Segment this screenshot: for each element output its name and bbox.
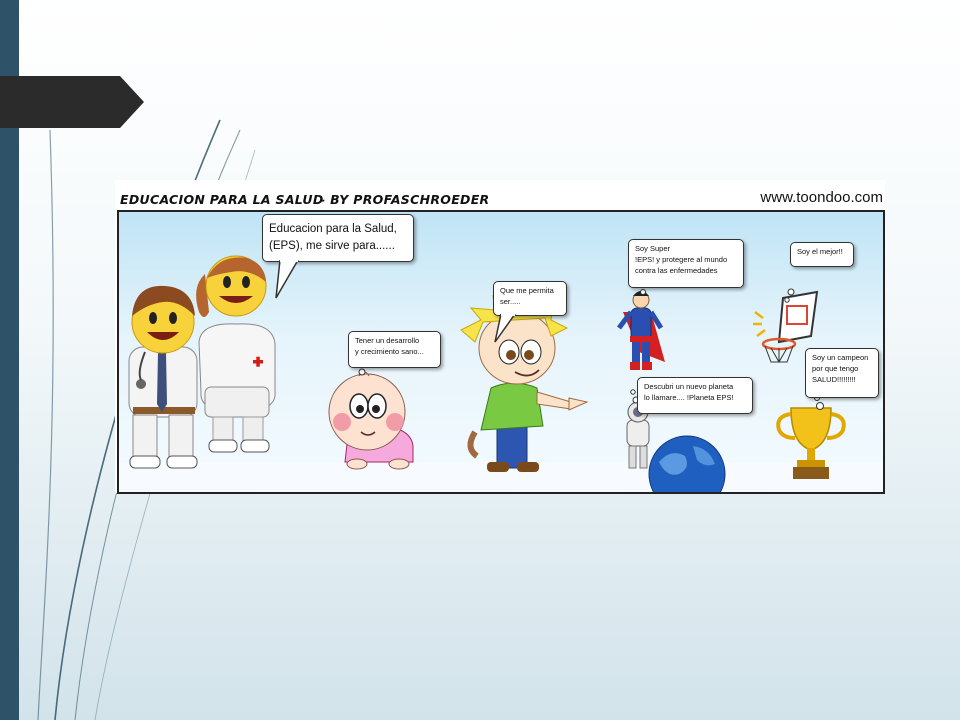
astronaut-thought-line-2: lo llamare.... !Planeta EPS! <box>644 392 734 402</box>
comic-byline: - BY PROFASCHROEDER <box>320 192 490 207</box>
boy-speech-line-1: Que me permita <box>500 286 554 295</box>
boy-speech-bubble <box>493 281 567 316</box>
trophy-thought-line-3: SALUD!!!!!!!!! <box>812 374 856 384</box>
superhero-character <box>619 291 665 370</box>
superhero-thought-line-3: contra las enfermedades <box>635 265 718 275</box>
superhero-thought-line-2: !EPS! y protegere al mundo <box>635 254 728 264</box>
baby-character <box>329 372 413 469</box>
doctor-speech-line-2: (EPS), me sirve para...... <box>269 239 395 252</box>
trophy-thought-bubble <box>805 348 879 398</box>
comic-title: EDUCACION PARA LA SALUD <box>120 192 324 207</box>
astronaut-thought-line-1: Descubri un nuevo planeta <box>644 382 734 391</box>
doctor-speech-bubble <box>262 214 414 262</box>
hoop-thought-bubble <box>790 242 854 267</box>
boy-bubble-tail <box>493 314 519 344</box>
astronaut-thought-bubble <box>637 377 753 414</box>
baby-speech-bubble <box>348 331 441 368</box>
doctor-bubble-tail <box>274 260 302 300</box>
baby-speech-line-1: Tener un desarrollo <box>355 336 420 345</box>
toondoo-link[interactable]: www.toondoo.com <box>760 189 883 206</box>
boy-speech-line-2: ser..... <box>500 296 521 306</box>
trophy-thought-line-2: por que tengo <box>812 363 859 373</box>
hoop-thought-line-1: Soy el mejor!! <box>797 247 843 256</box>
superhero-thought-bubble <box>628 239 744 288</box>
earth-globe <box>649 436 725 492</box>
baby-speech-line-2: y crecimiento sano... <box>355 346 424 356</box>
trophy-thought-line-1: Soy un campeon <box>812 353 869 362</box>
comic-panel <box>117 210 885 494</box>
boy-character <box>461 292 587 472</box>
doctor-speech-line-1: Educacion para la Salud, <box>269 223 397 235</box>
comic-header <box>115 180 885 210</box>
comic-strip <box>115 180 885 493</box>
doctor-character <box>129 286 197 468</box>
superhero-thought-line-1: Soy Super <box>635 244 671 253</box>
title-tab <box>0 76 144 128</box>
nurse-character <box>196 256 275 452</box>
